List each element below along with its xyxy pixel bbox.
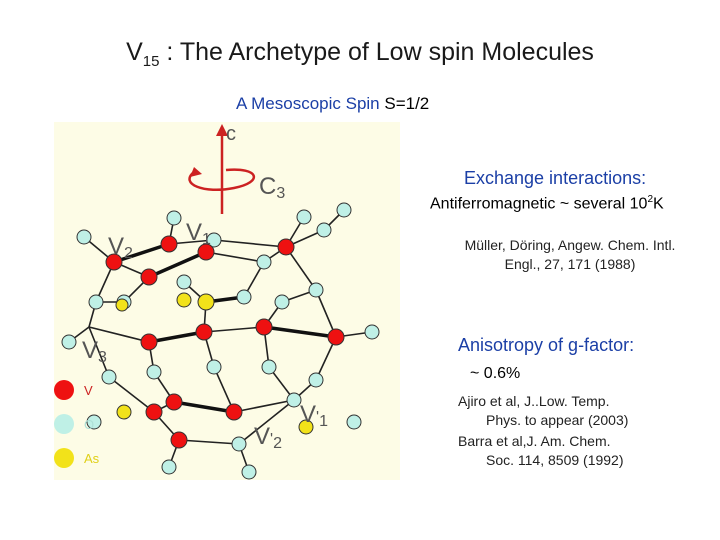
title-main: V xyxy=(126,38,143,66)
anisotropy-ref2-line2: Soc. 114, 8509 (1992) xyxy=(486,452,624,468)
site-label-v1-prime: V'1 xyxy=(300,401,328,430)
title-rest: : The Archetype of Low spin Molecules xyxy=(159,38,594,66)
title-subscript: 15 xyxy=(142,53,160,70)
anisotropy-reference-1 xyxy=(458,392,628,430)
legend-label-as: As xyxy=(84,451,100,466)
molecule-svg xyxy=(54,122,400,480)
site-label-v3: V3 xyxy=(82,337,107,366)
legend-swatch-o xyxy=(54,414,74,434)
legend xyxy=(54,380,100,468)
legend-swatch-v xyxy=(54,380,74,400)
subtitle-prefix: A Mesoscopic Spin xyxy=(236,94,385,113)
site-label-v2: V2 xyxy=(108,233,133,262)
anisotropy-value: ~ 0.6% xyxy=(470,365,521,382)
exchange-ref-line1: Müller, Döring, Angew. Chem. Intl. xyxy=(464,237,676,253)
anisotropy-ref2-line1: Barra et al,J. Am. Chem. xyxy=(458,433,611,449)
subtitle-spin-value: S=1/2 xyxy=(384,94,430,113)
c-axis-label: c xyxy=(226,123,236,145)
molecule-figure xyxy=(54,122,400,480)
c3-label: C3 xyxy=(259,173,286,202)
exchange-ref-line2: Engl., 27, 171 (1988) xyxy=(504,256,636,272)
legend-swatch-as xyxy=(54,448,74,468)
exchange-detail: Antiferromagnetic ~ several $10^2K$ xyxy=(430,194,664,213)
subtitle xyxy=(236,94,429,114)
anisotropy-ref1-line1: Ajiro et al, J..Low. Temp. xyxy=(458,393,610,409)
exchange-reference xyxy=(440,236,700,274)
anisotropy-reference-2 xyxy=(458,432,624,470)
exchange-heading: Exchange interactions: xyxy=(464,168,647,188)
anisotropy-heading: Anisotropy of g-factor: xyxy=(458,335,635,355)
page-title xyxy=(0,38,720,70)
site-label-v2-prime: V'2 xyxy=(254,423,282,452)
site-label-v1: V1 xyxy=(186,219,211,248)
rotation-arrowhead xyxy=(190,167,202,177)
legend-label-v: V xyxy=(84,383,93,398)
anisotropy-ref1-line2: Phys. to appear (2003) xyxy=(486,412,629,428)
legend-label-o: O xyxy=(84,417,95,432)
